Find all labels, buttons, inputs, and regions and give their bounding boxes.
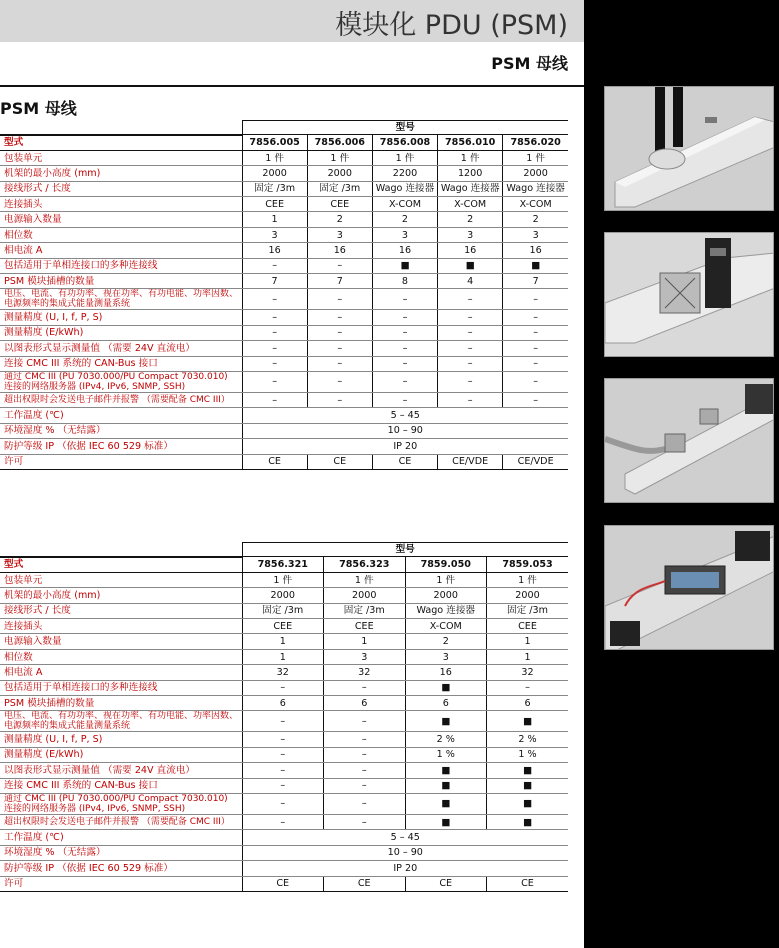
spec-value: 3 bbox=[324, 649, 406, 664]
spec-value: 32 bbox=[487, 665, 569, 680]
spec-row bbox=[0, 325, 568, 340]
spec-label: 电压、电流、有功功率、视在功率、有功电能、功率因数、电源频率的集成式能量测量系统 bbox=[0, 711, 242, 732]
group-header: 型号 bbox=[242, 543, 568, 557]
spec-value: 6 bbox=[324, 696, 406, 711]
spec-row bbox=[0, 274, 568, 289]
spec-value: 1 件 bbox=[242, 150, 307, 165]
spec-value: – bbox=[503, 341, 568, 356]
spec-label: 电压、电流、有功功率、视在功率、有功电能、功率因数、电源频率的集成式能量测量系统 bbox=[0, 289, 242, 310]
spec-value: – bbox=[307, 371, 372, 392]
spec-label: 相位数 bbox=[0, 649, 242, 664]
spec-label: 相位数 bbox=[0, 227, 242, 242]
spec-value: – bbox=[324, 763, 406, 778]
spec-value: 1 件 bbox=[438, 150, 503, 165]
model-number: 7856.321 bbox=[242, 557, 324, 573]
spec-value: 16 bbox=[405, 665, 487, 680]
spec-value: – bbox=[503, 289, 568, 310]
spec-value: IP 20 bbox=[242, 439, 568, 454]
spec-value: 2000 bbox=[405, 588, 487, 603]
spec-value: – bbox=[324, 747, 406, 762]
spec-value: – bbox=[242, 814, 324, 829]
spec-value: – bbox=[503, 356, 568, 371]
spec-label: 连接插头 bbox=[0, 619, 242, 634]
spec-value: 4 bbox=[438, 274, 503, 289]
spec-value: 2 % bbox=[487, 732, 569, 747]
spec-value: ■ bbox=[405, 763, 487, 778]
spec-label: PSM 模块插槽的数量 bbox=[0, 274, 242, 289]
spec-value: 2 bbox=[503, 212, 568, 227]
spec-row bbox=[0, 197, 568, 212]
spec-value: 1 % bbox=[487, 747, 569, 762]
spec-value: X-COM bbox=[405, 619, 487, 634]
spec-row bbox=[0, 778, 568, 793]
spec-value: ■ bbox=[372, 258, 437, 273]
spec-value: 1 件 bbox=[242, 572, 324, 587]
spec-label: 接线形式 / 长度 bbox=[0, 603, 242, 618]
approval-label: 许可 bbox=[0, 454, 242, 469]
spec-value: – bbox=[242, 793, 324, 814]
spec-value: – bbox=[307, 310, 372, 325]
spec-value: – bbox=[372, 371, 437, 392]
spec-value: ■ bbox=[405, 680, 487, 695]
product-photo-1 bbox=[604, 86, 774, 211]
spec-value: 7 bbox=[307, 274, 372, 289]
spec-label: 电源输入数量 bbox=[0, 634, 242, 649]
page-subtitle: PSM 母线 bbox=[491, 54, 568, 73]
spec-value: ■ bbox=[405, 711, 487, 732]
approval-row bbox=[0, 454, 568, 469]
spec-value: 3 bbox=[307, 227, 372, 242]
spec-value: 16 bbox=[307, 243, 372, 258]
spec-value: – bbox=[307, 356, 372, 371]
spec-value: CEE bbox=[324, 619, 406, 634]
approval-row bbox=[0, 876, 568, 891]
spec-row bbox=[0, 150, 568, 165]
spec-row bbox=[0, 763, 568, 778]
spec-value: – bbox=[242, 711, 324, 732]
spec-row bbox=[0, 392, 568, 407]
type-label: 型式 bbox=[0, 557, 242, 573]
spec-label: 通过 CMC III (PU 7030.000/PU Compact 7030.010) 连接的网络服务器 (IPv4, IPv6, SNMP, SSH) bbox=[0, 371, 242, 392]
spec-label: 防护等级 IP （依据 IEC 60 529 标准） bbox=[0, 861, 242, 876]
spec-value: – bbox=[372, 289, 437, 310]
spec-row bbox=[0, 258, 568, 273]
spec-value: 2000 bbox=[503, 166, 568, 181]
page-title: 模块化 PDU (PSM) bbox=[335, 10, 568, 41]
spec-value: 1 bbox=[324, 634, 406, 649]
spec-label: 连接 CMC III 系统的 CAN-Bus 接口 bbox=[0, 778, 242, 793]
spec-value: 2 bbox=[372, 212, 437, 227]
title-bar bbox=[0, 0, 584, 42]
spec-value: – bbox=[324, 814, 406, 829]
spec-value: 2200 bbox=[372, 166, 437, 181]
approval-label: 许可 bbox=[0, 876, 242, 891]
spec-value: ■ bbox=[405, 778, 487, 793]
product-photo-2 bbox=[604, 232, 774, 357]
spec-value: 固定 /3m bbox=[242, 181, 307, 196]
group-header-row bbox=[0, 121, 568, 135]
spec-label: 超出权限时会发送电子邮件并报警 （需要配备 CMC III） bbox=[0, 392, 242, 407]
spec-value: – bbox=[242, 341, 307, 356]
spec-label: 测量精度 (E/kWh) bbox=[0, 325, 242, 340]
spec-value: 1 件 bbox=[405, 572, 487, 587]
spec-value: 2 % bbox=[405, 732, 487, 747]
shared-spec-row bbox=[0, 439, 568, 454]
approval-value: CE bbox=[307, 454, 372, 469]
spec-value: ■ bbox=[487, 793, 569, 814]
spec-value: 3 bbox=[503, 227, 568, 242]
spec-label: 连接 CMC III 系统的 CAN-Bus 接口 bbox=[0, 356, 242, 371]
approval-value: CE/VDE bbox=[503, 454, 568, 469]
spec-value: – bbox=[242, 325, 307, 340]
model-number: 7859.053 bbox=[487, 557, 569, 573]
spec-value: ■ bbox=[487, 814, 569, 829]
spec-value: 16 bbox=[372, 243, 437, 258]
spec-value: – bbox=[438, 310, 503, 325]
spec-value: CEE bbox=[307, 197, 372, 212]
spec-value: – bbox=[307, 289, 372, 310]
approval-value: CE bbox=[242, 876, 324, 891]
shared-spec-row bbox=[0, 861, 568, 876]
spec-value: Wago 连接器 bbox=[405, 603, 487, 618]
spec-value: 固定 /3m bbox=[324, 603, 406, 618]
spec-row bbox=[0, 356, 568, 371]
product-photo-4 bbox=[604, 525, 774, 650]
spec-value: 32 bbox=[324, 665, 406, 680]
spec-value: 2000 bbox=[487, 588, 569, 603]
spec-row bbox=[0, 747, 568, 762]
spec-value: 1 件 bbox=[503, 150, 568, 165]
spec-row bbox=[0, 680, 568, 695]
type-label: 型式 bbox=[0, 135, 242, 151]
approval-value: CE bbox=[372, 454, 437, 469]
spec-value: – bbox=[372, 310, 437, 325]
model-number: 7856.010 bbox=[438, 135, 503, 151]
spec-value: X-COM bbox=[372, 197, 437, 212]
shared-spec-row bbox=[0, 408, 568, 423]
spec-label: 包括适用于单相连接口的多种连接线 bbox=[0, 258, 242, 273]
spec-value: – bbox=[307, 325, 372, 340]
spec-value: 1 bbox=[242, 649, 324, 664]
spec-value: Wago 连接器 bbox=[372, 181, 437, 196]
shared-spec-row bbox=[0, 845, 568, 860]
product-photo-panel bbox=[584, 0, 779, 948]
spec-value: 6 bbox=[405, 696, 487, 711]
approval-value: CE bbox=[487, 876, 569, 891]
spec-value: 8 bbox=[372, 274, 437, 289]
spec-value: ■ bbox=[405, 814, 487, 829]
spec-value: CEE bbox=[242, 197, 307, 212]
spec-value: 3 bbox=[405, 649, 487, 664]
product-photo-3 bbox=[604, 378, 774, 503]
spec-row bbox=[0, 603, 568, 618]
approval-value: CE/VDE bbox=[438, 454, 503, 469]
spec-value: 2000 bbox=[324, 588, 406, 603]
spec-label: 相电流 A bbox=[0, 243, 242, 258]
spec-value: – bbox=[438, 325, 503, 340]
subtitle-bar bbox=[0, 45, 584, 87]
spec-value: ■ bbox=[487, 711, 569, 732]
spec-label: 测量精度 (U, I, f, P, S) bbox=[0, 732, 242, 747]
spec-value: – bbox=[487, 680, 569, 695]
spec-value: – bbox=[242, 763, 324, 778]
spec-value: – bbox=[242, 371, 307, 392]
model-number: 7859.050 bbox=[405, 557, 487, 573]
group-header-spacer bbox=[0, 543, 242, 557]
spec-value: CEE bbox=[487, 619, 569, 634]
spec-value: 16 bbox=[503, 243, 568, 258]
spec-label: 相电流 A bbox=[0, 665, 242, 680]
spec-value: 固定 /3m bbox=[487, 603, 569, 618]
spec-row bbox=[0, 371, 568, 392]
spec-value: – bbox=[503, 310, 568, 325]
spec-value: – bbox=[503, 392, 568, 407]
spec-value: 2000 bbox=[242, 588, 324, 603]
spec-value: – bbox=[438, 289, 503, 310]
spec-value: 7 bbox=[503, 274, 568, 289]
spec-row bbox=[0, 649, 568, 664]
spec-label: 以图表形式显示测量值 （需要 24V 直流电） bbox=[0, 763, 242, 778]
spec-value: ■ bbox=[405, 793, 487, 814]
spec-label: 包装单元 bbox=[0, 150, 242, 165]
spec-value: 1 件 bbox=[487, 572, 569, 587]
spec-label: 以图表形式显示测量值 （需要 24V 直流电） bbox=[0, 341, 242, 356]
spec-row bbox=[0, 212, 568, 227]
spec-value: – bbox=[372, 392, 437, 407]
spec-label: 工作温度 (℃) bbox=[0, 408, 242, 423]
spec-label: 测量精度 (E/kWh) bbox=[0, 747, 242, 762]
spec-value: 16 bbox=[242, 243, 307, 258]
spec-value: – bbox=[438, 392, 503, 407]
spec-value: 1 件 bbox=[372, 150, 437, 165]
spec-label: 工作温度 (℃) bbox=[0, 830, 242, 845]
spec-label: 测量精度 (U, I, f, P, S) bbox=[0, 310, 242, 325]
spec-label: 电源输入数量 bbox=[0, 212, 242, 227]
spec-value: – bbox=[242, 680, 324, 695]
spec-value: 1 bbox=[242, 212, 307, 227]
shared-spec-row bbox=[0, 423, 568, 438]
spec-value: 7 bbox=[242, 274, 307, 289]
spec-row bbox=[0, 166, 568, 181]
spec-value: – bbox=[307, 341, 372, 356]
spec-label: 超出权限时会发送电子邮件并报警 （需要配备 CMC III） bbox=[0, 814, 242, 829]
spec-row bbox=[0, 814, 568, 829]
spec-row bbox=[0, 227, 568, 242]
spec-value: – bbox=[372, 356, 437, 371]
spec-value: X-COM bbox=[503, 197, 568, 212]
spec-value: 32 bbox=[242, 665, 324, 680]
spec-value: 6 bbox=[487, 696, 569, 711]
spec-value: 1 bbox=[242, 634, 324, 649]
spec-label: 机架的最小高度 (mm) bbox=[0, 166, 242, 181]
spec-value: – bbox=[324, 732, 406, 747]
spec-value: – bbox=[324, 680, 406, 695]
spec-value: 1 件 bbox=[324, 572, 406, 587]
spec-value: – bbox=[242, 392, 307, 407]
spec-value: – bbox=[242, 778, 324, 793]
spec-value: 1 bbox=[487, 649, 569, 664]
spec-table-2 bbox=[0, 542, 568, 892]
spec-label: 机架的最小高度 (mm) bbox=[0, 588, 242, 603]
spec-value: 1 件 bbox=[307, 150, 372, 165]
spec-row bbox=[0, 310, 568, 325]
spec-label: 环境湿度 % （无结露） bbox=[0, 845, 242, 860]
spec-value: – bbox=[324, 793, 406, 814]
spec-row bbox=[0, 181, 568, 196]
spec-value: 3 bbox=[242, 227, 307, 242]
spec-value: – bbox=[503, 325, 568, 340]
spec-value: 10 – 90 bbox=[242, 423, 568, 438]
spec-row bbox=[0, 572, 568, 587]
spec-value: ■ bbox=[438, 258, 503, 273]
spec-value: Wago 连接器 bbox=[503, 181, 568, 196]
spec-value: – bbox=[242, 289, 307, 310]
spec-value: – bbox=[307, 392, 372, 407]
group-header-spacer bbox=[0, 121, 242, 135]
spec-value: 2 bbox=[438, 212, 503, 227]
model-number: 7856.020 bbox=[503, 135, 568, 151]
spec-value: IP 20 bbox=[242, 861, 568, 876]
spec-row bbox=[0, 619, 568, 634]
spec-value: X-COM bbox=[438, 197, 503, 212]
model-number: 7856.005 bbox=[242, 135, 307, 151]
spec-value: 固定 /3m bbox=[307, 181, 372, 196]
spec-value: 1200 bbox=[438, 166, 503, 181]
spec-value: CEE bbox=[242, 619, 324, 634]
spec-label: 包装单元 bbox=[0, 572, 242, 587]
approval-value: CE bbox=[405, 876, 487, 891]
spec-value: 2000 bbox=[242, 166, 307, 181]
spec-value: – bbox=[242, 747, 324, 762]
spec-value: 2 bbox=[405, 634, 487, 649]
spec-value: 3 bbox=[372, 227, 437, 242]
shared-spec-row bbox=[0, 830, 568, 845]
spec-value: – bbox=[372, 341, 437, 356]
spec-value: – bbox=[324, 711, 406, 732]
spec-value: 2 bbox=[307, 212, 372, 227]
spec-label: 连接插头 bbox=[0, 197, 242, 212]
spec-label: PSM 模块插槽的数量 bbox=[0, 696, 242, 711]
group-header-row bbox=[0, 543, 568, 557]
spec-row bbox=[0, 665, 568, 680]
spec-row bbox=[0, 341, 568, 356]
spec-value: – bbox=[372, 325, 437, 340]
spec-value: – bbox=[438, 341, 503, 356]
spec-value: 3 bbox=[438, 227, 503, 242]
group-header: 型号 bbox=[242, 121, 568, 135]
model-number: 7856.323 bbox=[324, 557, 406, 573]
spec-row bbox=[0, 634, 568, 649]
spec-label: 接线形式 / 长度 bbox=[0, 181, 242, 196]
spec-value: 固定 /3m bbox=[242, 603, 324, 618]
spec-value: 2000 bbox=[307, 166, 372, 181]
spec-table-1 bbox=[0, 120, 568, 470]
spec-value: 16 bbox=[438, 243, 503, 258]
spec-value: – bbox=[324, 778, 406, 793]
spec-value: – bbox=[242, 310, 307, 325]
approval-value: CE bbox=[242, 454, 307, 469]
spec-value: – bbox=[438, 371, 503, 392]
spec-label: 通过 CMC III (PU 7030.000/PU Compact 7030.010) 连接的网络服务器 (IPv4, IPv6, SNMP, SSH) bbox=[0, 793, 242, 814]
spec-value: – bbox=[242, 732, 324, 747]
spec-value: 1 % bbox=[405, 747, 487, 762]
spec-row bbox=[0, 732, 568, 747]
spec-value: – bbox=[242, 258, 307, 273]
spec-value: – bbox=[307, 258, 372, 273]
spec-value: 6 bbox=[242, 696, 324, 711]
approval-value: CE bbox=[324, 876, 406, 891]
spec-row bbox=[0, 243, 568, 258]
spec-value: 1 bbox=[487, 634, 569, 649]
spec-row bbox=[0, 793, 568, 814]
spec-value: 5 – 45 bbox=[242, 830, 568, 845]
model-number: 7856.008 bbox=[372, 135, 437, 151]
spec-value: ■ bbox=[503, 258, 568, 273]
section-title: PSM 母线 bbox=[0, 99, 77, 118]
spec-value: 10 – 90 bbox=[242, 845, 568, 860]
spec-row bbox=[0, 711, 568, 732]
spec-value: ■ bbox=[487, 778, 569, 793]
spec-value: Wago 连接器 bbox=[438, 181, 503, 196]
spec-label: 防护等级 IP （依据 IEC 60 529 标准） bbox=[0, 439, 242, 454]
model-row bbox=[0, 557, 568, 573]
model-number: 7856.006 bbox=[307, 135, 372, 151]
spec-label: 环境湿度 % （无结露） bbox=[0, 423, 242, 438]
spec-row bbox=[0, 289, 568, 310]
spec-value: ■ bbox=[487, 763, 569, 778]
spec-value: – bbox=[242, 356, 307, 371]
spec-row bbox=[0, 588, 568, 603]
spec-row bbox=[0, 696, 568, 711]
spec-value: – bbox=[503, 371, 568, 392]
spec-value: 5 – 45 bbox=[242, 408, 568, 423]
spec-value: – bbox=[438, 356, 503, 371]
model-row bbox=[0, 135, 568, 151]
spec-label: 包括适用于单相连接口的多种连接线 bbox=[0, 680, 242, 695]
